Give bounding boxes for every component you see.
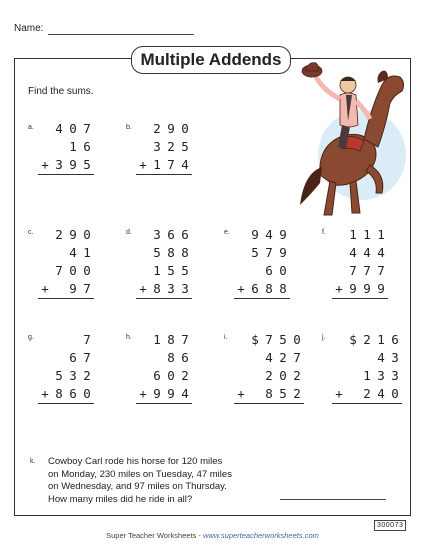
digit [248, 367, 262, 385]
addend-row [136, 262, 192, 280]
digit: 5 [181, 263, 189, 278]
plus-sign [332, 367, 346, 385]
word-problem-line: on Monday, 230 miles on Tuesday, 47 miles [48, 468, 232, 480]
digit: 4 [377, 386, 385, 401]
digit [248, 349, 262, 367]
digit: 5 [83, 157, 91, 172]
digit: 0 [293, 332, 301, 347]
addend-row [234, 385, 304, 404]
problem-letter-g: g. [28, 334, 34, 341]
digit: 1 [153, 263, 161, 278]
digit: 8 [167, 245, 175, 260]
addend-row [136, 280, 192, 299]
footer-separator: - [196, 531, 203, 540]
word-problem-text [48, 456, 232, 506]
addend-row [234, 367, 304, 385]
digit: 5 [279, 386, 287, 401]
name-label: Name: [14, 23, 44, 34]
digit: 0 [83, 386, 91, 401]
plus-sign: + [237, 386, 245, 401]
plus-sign [332, 331, 346, 349]
digit: 0 [181, 121, 189, 136]
plus-sign [136, 349, 150, 367]
digit: 4 [55, 121, 63, 136]
digit: 2 [83, 368, 91, 383]
digit: 2 [181, 368, 189, 383]
plus-sign [332, 226, 346, 244]
plus-sign: + [41, 281, 49, 296]
problem-a [38, 120, 94, 175]
digit: 1 [377, 227, 385, 242]
name-line[interactable] [48, 34, 194, 35]
digit: 8 [167, 350, 175, 365]
addend-row [38, 331, 94, 349]
plus-sign [136, 331, 150, 349]
plus-sign [38, 262, 52, 280]
digit [346, 367, 360, 385]
plus-sign [332, 349, 346, 367]
digit: 9 [279, 245, 287, 260]
digit: 8 [279, 281, 287, 296]
digit: 6 [83, 139, 91, 154]
digit: 5 [153, 245, 161, 260]
problem-d [136, 226, 192, 299]
digit: 4 [265, 227, 273, 242]
digit: 6 [69, 350, 77, 365]
digit: $ [251, 332, 259, 347]
addend-row [332, 280, 388, 299]
problem-j [332, 331, 402, 404]
digit: 6 [153, 368, 161, 383]
plus-sign: + [41, 386, 49, 401]
plus-sign [234, 262, 248, 280]
problem-f [332, 226, 388, 299]
digit: 7 [349, 263, 357, 278]
digit: 0 [83, 263, 91, 278]
plus-sign [38, 120, 52, 138]
digit [248, 262, 262, 280]
addend-row [136, 138, 192, 156]
addend-row [38, 226, 94, 244]
digit: 2 [265, 368, 273, 383]
digit: 9 [349, 281, 357, 296]
problem-e [234, 226, 290, 299]
plus-sign [136, 120, 150, 138]
plus-sign: + [41, 157, 49, 172]
addend-row [38, 244, 94, 262]
addend-row [332, 385, 402, 404]
digit [360, 349, 374, 367]
addend-row [38, 156, 94, 175]
word-problem-line: How many miles did he ride in all? [48, 493, 193, 505]
word-problem-line: Cowboy Carl rode his horse for 120 miles [48, 456, 223, 467]
digit: 7 [377, 263, 385, 278]
problem-c [38, 226, 94, 299]
digit: 7 [181, 332, 189, 347]
plus-sign [38, 138, 52, 156]
digit: 5 [55, 368, 63, 383]
addend-row [136, 244, 192, 262]
digit: 4 [377, 245, 385, 260]
word-problem-letter: k. [30, 458, 36, 465]
digit: 3 [391, 368, 399, 383]
digit: 9 [69, 157, 77, 172]
problem-b [136, 120, 192, 175]
digit: 4 [181, 157, 189, 172]
problem-letter-j: j. [322, 334, 326, 341]
problem-i [234, 331, 304, 404]
digit: 4 [181, 386, 189, 401]
addend-row [234, 280, 290, 299]
plus-sign: + [139, 386, 147, 401]
addend-row [332, 262, 388, 280]
digit [150, 349, 164, 367]
addend-row [234, 244, 290, 262]
plus-sign [136, 262, 150, 280]
digit [66, 331, 80, 349]
plus-sign [332, 262, 346, 280]
digit [52, 244, 66, 262]
digit [346, 385, 360, 403]
addend-row [136, 331, 192, 349]
instructions: Find the sums. [28, 86, 94, 97]
plus-sign [38, 226, 52, 244]
digit: 4 [265, 350, 273, 365]
digit: 9 [167, 121, 175, 136]
plus-sign [38, 331, 52, 349]
digit: 5 [251, 245, 259, 260]
footer-url[interactable]: www.superteacherworksheets.com [202, 531, 319, 540]
digit: 6 [265, 263, 273, 278]
addend-row [38, 138, 94, 156]
addend-row [234, 349, 304, 367]
digit: 3 [153, 139, 161, 154]
digit: 2 [293, 368, 301, 383]
problem-letter-i: i. [224, 334, 228, 341]
addend-row [332, 349, 402, 367]
addend-row [136, 385, 192, 404]
digit: 8 [181, 245, 189, 260]
digit: 7 [83, 350, 91, 365]
addend-row [38, 120, 94, 138]
digit: 3 [181, 281, 189, 296]
digit [52, 138, 66, 156]
digit: 9 [251, 227, 259, 242]
problem-letter-a: a. [28, 124, 34, 131]
digit: 6 [167, 227, 175, 242]
plus-sign [136, 138, 150, 156]
problem-letter-d: d. [126, 229, 132, 236]
digit: 1 [83, 245, 91, 260]
digit: 1 [363, 227, 371, 242]
answer-line[interactable] [280, 499, 386, 500]
digit: 9 [279, 227, 287, 242]
digit: 3 [391, 350, 399, 365]
word-problem-line: on Wednesday, and 97 miles on Thursday. [48, 481, 227, 492]
plus-sign: + [335, 386, 343, 401]
digit: 1 [363, 368, 371, 383]
digit: 7 [293, 350, 301, 365]
digit: 0 [167, 368, 175, 383]
digit: 0 [279, 368, 287, 383]
digit: 3 [167, 281, 175, 296]
problem-letter-f: f. [322, 229, 326, 236]
addend-row [136, 367, 192, 385]
digit: 0 [391, 386, 399, 401]
plus-sign [234, 349, 248, 367]
digit: 8 [265, 386, 273, 401]
digit [52, 331, 66, 349]
digit: 7 [83, 281, 91, 296]
digit: 3 [153, 227, 161, 242]
digit: 4 [69, 245, 77, 260]
digit: 6 [181, 227, 189, 242]
plus-sign: + [237, 281, 245, 296]
addend-row [136, 226, 192, 244]
digit: 4 [363, 245, 371, 260]
digit: 9 [69, 281, 77, 296]
plus-sign [136, 367, 150, 385]
plus-sign [332, 244, 346, 262]
digit: 1 [349, 227, 357, 242]
digit [52, 349, 66, 367]
digit: 6 [391, 332, 399, 347]
digit: 8 [167, 332, 175, 347]
digit: 9 [363, 281, 371, 296]
addend-row [136, 120, 192, 138]
digit: 3 [377, 368, 385, 383]
footer-brand: Super Teacher Worksheets [106, 531, 197, 540]
digit: 4 [349, 245, 357, 260]
digit: 1 [153, 157, 161, 172]
digit: 5 [279, 332, 287, 347]
plus-sign: + [139, 281, 147, 296]
digit: $ [349, 332, 357, 347]
digit: 9 [377, 281, 385, 296]
digit: 7 [83, 332, 91, 347]
digit: 3 [69, 368, 77, 383]
digit: 2 [167, 139, 175, 154]
problem-letter-c: c. [28, 229, 34, 236]
cowboy-horse-illustration [290, 55, 410, 220]
worksheet-code: 300073 [374, 520, 406, 531]
digit [346, 349, 360, 367]
digit: 1 [377, 332, 385, 347]
digit: 6 [69, 386, 77, 401]
digit: 5 [167, 263, 175, 278]
problem-letter-b: b. [126, 124, 132, 131]
digit: 2 [153, 121, 161, 136]
addend-row [38, 349, 94, 367]
plus-sign [234, 331, 248, 349]
digit: 9 [153, 386, 161, 401]
plus-sign [136, 244, 150, 262]
plus-sign [38, 349, 52, 367]
digit: 2 [279, 350, 287, 365]
plus-sign [38, 244, 52, 262]
digit: 2 [293, 386, 301, 401]
digit: 0 [69, 263, 77, 278]
digit: 2 [363, 386, 371, 401]
plus-sign [234, 244, 248, 262]
digit: 0 [83, 227, 91, 242]
plus-sign [234, 367, 248, 385]
digit: 1 [153, 332, 161, 347]
plus-sign: + [335, 281, 343, 296]
digit: 3 [55, 157, 63, 172]
problem-letter-h: h. [126, 334, 132, 341]
digit: 7 [363, 263, 371, 278]
digit: 7 [265, 332, 273, 347]
addend-row [332, 331, 402, 349]
addend-row [38, 367, 94, 385]
addend-row [234, 262, 290, 280]
digit: 8 [55, 386, 63, 401]
digit [248, 385, 262, 403]
digit: 5 [181, 139, 189, 154]
plus-sign [234, 226, 248, 244]
problem-letter-e: e. [224, 229, 230, 236]
digit: 7 [55, 263, 63, 278]
digit: 8 [153, 281, 161, 296]
digit: 7 [83, 121, 91, 136]
problem-h [136, 331, 192, 404]
digit: 9 [69, 227, 77, 242]
addend-row [332, 244, 388, 262]
addend-row [38, 280, 94, 299]
digit [52, 280, 66, 298]
digit: 4 [377, 350, 385, 365]
addend-row [234, 226, 290, 244]
digit: 7 [265, 245, 273, 260]
digit: 6 [181, 350, 189, 365]
digit: 7 [167, 157, 175, 172]
addend-row [332, 226, 388, 244]
plus-sign: + [139, 157, 147, 172]
footer [0, 531, 425, 540]
digit: 1 [69, 139, 77, 154]
addend-row [332, 367, 402, 385]
worksheet-title: Multiple Addends [131, 46, 291, 74]
digit: 9 [167, 386, 175, 401]
addend-row [234, 331, 304, 349]
plus-sign [136, 226, 150, 244]
problem-g [38, 331, 94, 404]
digit: 8 [265, 281, 273, 296]
digit: 0 [69, 121, 77, 136]
digit: 2 [55, 227, 63, 242]
plus-sign [38, 367, 52, 385]
digit: 6 [251, 281, 259, 296]
addend-row [136, 156, 192, 175]
digit: 0 [279, 263, 287, 278]
addend-row [38, 262, 94, 280]
addend-row [136, 349, 192, 367]
addend-row [38, 385, 94, 404]
digit: 2 [363, 332, 371, 347]
